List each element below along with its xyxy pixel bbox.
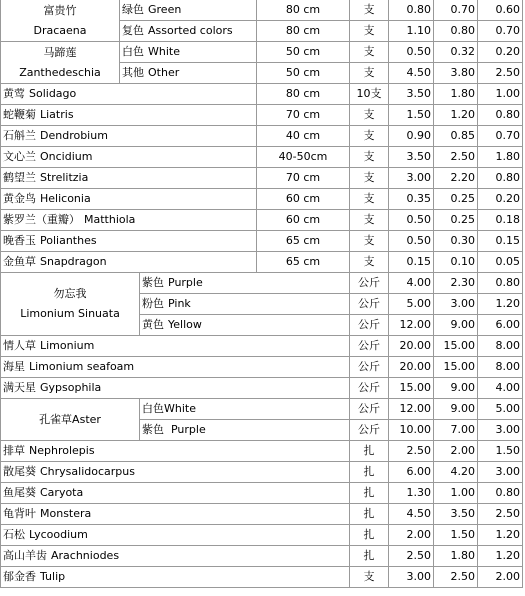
- name-en: Limonium: [40, 339, 95, 352]
- name-cn: 紫色: [142, 276, 164, 289]
- item-name-cell: [1, 567, 350, 588]
- unit-cell: 支: [350, 168, 389, 189]
- name-cn: 紫罗兰（重瓣）: [3, 213, 80, 226]
- name-en: Arachniodes: [51, 549, 120, 562]
- price-3: 2.00: [478, 567, 523, 588]
- unit-cell: 扎: [350, 546, 389, 567]
- price-1: 3.50: [389, 147, 434, 168]
- table-row: [1, 252, 523, 273]
- name-en: Pink: [168, 297, 191, 310]
- price-2: 15.00: [434, 336, 478, 357]
- item-name-cell: [1, 252, 257, 273]
- table-row: [1, 84, 523, 105]
- price-2: 0.85: [434, 126, 478, 147]
- table-row: [1, 189, 523, 210]
- name-en: Gypsophila: [40, 381, 102, 394]
- unit-cell: 支: [350, 189, 389, 210]
- price-1: 2.50: [389, 546, 434, 567]
- price-3: 1.00: [478, 84, 523, 105]
- price-1: 0.15: [389, 252, 434, 273]
- name-cn: 绿色: [122, 3, 144, 16]
- unit-cell: 支: [350, 210, 389, 231]
- price-1: 0.35: [389, 189, 434, 210]
- name-en: Solidago: [29, 87, 77, 100]
- price-3: 0.60: [478, 0, 523, 21]
- price-1: 10.00: [389, 420, 434, 441]
- item-name-cell: [1, 462, 350, 483]
- price-1: 12.00: [389, 315, 434, 336]
- price-1: 0.90: [389, 126, 434, 147]
- unit-cell: 支: [350, 147, 389, 168]
- table-row: [1, 147, 523, 168]
- price-3: 0.18: [478, 210, 523, 231]
- price-1: 20.00: [389, 336, 434, 357]
- unit-cell: 公斤: [350, 378, 389, 399]
- group-name-en: Dracaena: [33, 23, 87, 37]
- price-3: 6.00: [478, 315, 523, 336]
- price-2: 4.20: [434, 462, 478, 483]
- table-row: [1, 273, 523, 294]
- price-3: 0.70: [478, 21, 523, 42]
- name-en: Assorted colors: [148, 24, 233, 37]
- group-name-cn: 马蹄莲: [43, 45, 77, 59]
- price-2: 3.50: [434, 504, 478, 525]
- name-cn: 高山羊齿: [3, 549, 47, 562]
- price-1: 0.50: [389, 210, 434, 231]
- price-1: 15.00: [389, 378, 434, 399]
- table-row: [1, 42, 523, 63]
- name-en: Dendrobium: [40, 129, 108, 142]
- price-2: 9.00: [434, 378, 478, 399]
- table-row: [1, 462, 523, 483]
- price-1: 0.80: [389, 0, 434, 21]
- price-2: 2.50: [434, 567, 478, 588]
- price-2: 0.30: [434, 231, 478, 252]
- name-en: Oncidium: [40, 150, 93, 163]
- table-row: [1, 483, 523, 504]
- price-3: 0.80: [478, 273, 523, 294]
- item-name-cell: [1, 231, 257, 252]
- name-en: Lycoodium: [29, 528, 88, 541]
- group-name-cn: 孔雀草Aster: [39, 412, 101, 426]
- item-name-cell: [1, 210, 257, 231]
- table-row: [1, 357, 523, 378]
- item-name-cell: [1, 441, 350, 462]
- unit-cell: 扎: [350, 504, 389, 525]
- variant-cell: [120, 0, 257, 21]
- table-row: [1, 168, 523, 189]
- unit-cell: 支: [350, 105, 389, 126]
- price-3: 2.50: [478, 63, 523, 84]
- table-row: [1, 210, 523, 231]
- price-2: 3.00: [434, 294, 478, 315]
- price-3: 0.70: [478, 126, 523, 147]
- item-name-cell: [1, 168, 257, 189]
- price-1: 0.50: [389, 231, 434, 252]
- unit-cell: 支: [350, 567, 389, 588]
- size-cell: 80 cm: [257, 84, 350, 105]
- group-cell: [1, 399, 140, 441]
- price-3: 0.15: [478, 231, 523, 252]
- price-1: 0.50: [389, 42, 434, 63]
- size-cell: 60 cm: [257, 210, 350, 231]
- price-3: 5.00: [478, 399, 523, 420]
- price-3: 4.00: [478, 378, 523, 399]
- size-cell: 80 cm: [257, 0, 350, 21]
- unit-cell: 支: [350, 252, 389, 273]
- price-1: 4.50: [389, 504, 434, 525]
- price-1: 1.50: [389, 105, 434, 126]
- price-2: 1.50: [434, 525, 478, 546]
- size-cell: 65 cm: [257, 252, 350, 273]
- name-en: Nephrolepis: [29, 444, 95, 457]
- name-cn: 鹤望兰: [3, 171, 36, 184]
- name-en: Heliconia: [40, 192, 91, 205]
- name-cn: 满天星: [3, 381, 36, 394]
- name-cn: 黄色: [142, 318, 164, 331]
- price-2: 1.20: [434, 105, 478, 126]
- name-cn: 黄金鸟: [3, 192, 36, 205]
- price-2: 2.30: [434, 273, 478, 294]
- unit-cell: 扎: [350, 483, 389, 504]
- unit-cell: 支: [350, 63, 389, 84]
- unit-cell: 公斤: [350, 357, 389, 378]
- variant-cell: [140, 294, 350, 315]
- size-cell: 60 cm: [257, 189, 350, 210]
- price-2: 9.00: [434, 315, 478, 336]
- table-row: [1, 441, 523, 462]
- name-en: Yellow: [168, 318, 202, 331]
- group-cell: [1, 273, 140, 336]
- price-1: 3.50: [389, 84, 434, 105]
- name-cn: 情人草: [3, 339, 36, 352]
- price-2: 0.32: [434, 42, 478, 63]
- price-1: 1.30: [389, 483, 434, 504]
- name-en: Other: [148, 66, 180, 79]
- variant-cell: [140, 315, 350, 336]
- table-row: [1, 126, 523, 147]
- name-cn: 其他: [122, 66, 144, 79]
- name-en: Purple: [168, 276, 203, 289]
- variant-cell: [120, 42, 257, 63]
- item-name-cell: [1, 525, 350, 546]
- name-en: Green: [148, 3, 182, 16]
- name-en: Limonium seafoam: [29, 360, 135, 373]
- price-2: 2.20: [434, 168, 478, 189]
- name-en: Liatris: [40, 108, 74, 121]
- name-cn: 黄莺: [3, 87, 25, 100]
- price-3: 2.50: [478, 504, 523, 525]
- name-cn: 龟背叶: [3, 507, 36, 520]
- price-2: 3.80: [434, 63, 478, 84]
- group-name-en: Zanthedeschia: [19, 65, 101, 79]
- price-1: 3.00: [389, 168, 434, 189]
- item-name-cell: [1, 147, 257, 168]
- name-cn: 文心兰: [3, 150, 36, 163]
- item-name-cell: [1, 378, 350, 399]
- unit-cell: 公斤: [350, 336, 389, 357]
- name-cn: 鱼尾葵: [3, 486, 36, 499]
- price-2: 0.80: [434, 21, 478, 42]
- unit-cell: 公斤: [350, 420, 389, 441]
- name-cn: 复色: [122, 24, 144, 37]
- name-cn: 金鱼草: [3, 255, 36, 268]
- table-row: [1, 231, 523, 252]
- price-2: 1.80: [434, 546, 478, 567]
- price-2: 15.00: [434, 357, 478, 378]
- price-2: 2.50: [434, 147, 478, 168]
- size-cell: 80 cm: [257, 21, 350, 42]
- name-en: Caryota: [40, 486, 84, 499]
- size-cell: 40 cm: [257, 126, 350, 147]
- unit-cell: 10支: [350, 84, 389, 105]
- item-name-cell: [1, 483, 350, 504]
- name-en: Strelitzia: [40, 171, 89, 184]
- unit-cell: 支: [350, 0, 389, 21]
- variant-cell: [140, 273, 350, 294]
- variant-cell: 白色White: [140, 399, 350, 420]
- name-en: Chrysalidocarpus: [40, 465, 135, 478]
- price-2: 7.00: [434, 420, 478, 441]
- unit-cell: 扎: [350, 441, 389, 462]
- unit-cell: 支: [350, 231, 389, 252]
- price-2: 0.70: [434, 0, 478, 21]
- item-name-cell: [1, 84, 257, 105]
- table-row: [1, 504, 523, 525]
- price-1: 1.10: [389, 21, 434, 42]
- price-3: 0.20: [478, 42, 523, 63]
- price-3: 1.20: [478, 294, 523, 315]
- price-1: 2.50: [389, 441, 434, 462]
- name-cn: 石斛兰: [3, 129, 36, 142]
- name-cn: 白色: [122, 45, 144, 58]
- item-name-cell: [1, 189, 257, 210]
- item-name-cell: [1, 126, 257, 147]
- price-1: 5.00: [389, 294, 434, 315]
- price-3: 1.50: [478, 441, 523, 462]
- name-cn: 散尾葵: [3, 465, 36, 478]
- price-2: 9.00: [434, 399, 478, 420]
- item-name-cell: [1, 357, 350, 378]
- size-cell: 65 cm: [257, 231, 350, 252]
- item-name-cell: [1, 336, 350, 357]
- price-3: 0.80: [478, 168, 523, 189]
- table-row: [1, 336, 523, 357]
- price-2: 0.10: [434, 252, 478, 273]
- price-3: 3.00: [478, 462, 523, 483]
- name-cn: 排草: [3, 444, 25, 457]
- size-cell: 70 cm: [257, 105, 350, 126]
- price-1: 4.00: [389, 273, 434, 294]
- unit-cell: 公斤: [350, 315, 389, 336]
- unit-cell: 扎: [350, 462, 389, 483]
- price-3: 1.20: [478, 525, 523, 546]
- name-en: Polianthes: [40, 234, 97, 247]
- name-cn: 晚香玉: [3, 234, 36, 247]
- size-cell: 50 cm: [257, 42, 350, 63]
- table-row: [1, 567, 523, 588]
- table-row: [1, 378, 523, 399]
- name-cn: 石松: [3, 528, 25, 541]
- unit-cell: 支: [350, 21, 389, 42]
- price-3: 1.20: [478, 546, 523, 567]
- unit-cell: 支: [350, 42, 389, 63]
- group-name-cn: 勿忘我: [53, 287, 87, 300]
- group-cell: [1, 0, 120, 42]
- price-3: 0.80: [478, 483, 523, 504]
- table-row: [1, 0, 523, 21]
- name-cn: 粉色: [142, 297, 164, 310]
- variant-cell: 紫色 Purple: [140, 420, 350, 441]
- price-3: 0.80: [478, 105, 523, 126]
- price-1: 3.00: [389, 567, 434, 588]
- size-cell: 50 cm: [257, 63, 350, 84]
- price-2: 1.00: [434, 483, 478, 504]
- name-en: Monstera: [40, 507, 92, 520]
- table-row: [1, 105, 523, 126]
- price-1: 4.50: [389, 63, 434, 84]
- price-3: 8.00: [478, 357, 523, 378]
- price-3: 3.00: [478, 420, 523, 441]
- variant-cell: [120, 21, 257, 42]
- price-2: 1.80: [434, 84, 478, 105]
- price-3: 0.20: [478, 189, 523, 210]
- unit-cell: 支: [350, 126, 389, 147]
- unit-cell: 扎: [350, 525, 389, 546]
- unit-cell: 公斤: [350, 273, 389, 294]
- group-cell: [1, 42, 120, 84]
- name-cn: 郁金香: [3, 570, 36, 583]
- name-en: White: [148, 45, 180, 58]
- size-cell: 70 cm: [257, 168, 350, 189]
- variant-cell: [120, 63, 257, 84]
- unit-cell: 公斤: [350, 399, 389, 420]
- group-name-cn: 富贵竹: [43, 3, 77, 17]
- size-cell: 40-50cm: [257, 147, 350, 168]
- name-cn: 蛇鞭菊: [3, 108, 36, 121]
- price-2: 0.25: [434, 210, 478, 231]
- price-3: 0.05: [478, 252, 523, 273]
- name-en: Matthiola: [84, 213, 136, 226]
- price-1: 12.00: [389, 399, 434, 420]
- item-name-cell: [1, 546, 350, 567]
- table-row: [1, 546, 523, 567]
- unit-cell: 公斤: [350, 294, 389, 315]
- name-en: Snapdragon: [40, 255, 107, 268]
- table-row: [1, 525, 523, 546]
- price-2: 2.00: [434, 441, 478, 462]
- price-1: 20.00: [389, 357, 434, 378]
- group-name-en: Limonium Sinuata: [20, 307, 120, 320]
- item-name-cell: [1, 105, 257, 126]
- price-1: 2.00: [389, 525, 434, 546]
- name-en: Tulip: [40, 570, 66, 583]
- table-row: [1, 399, 523, 420]
- item-name-cell: [1, 504, 350, 525]
- price-3: 1.80: [478, 147, 523, 168]
- price-3: 8.00: [478, 336, 523, 357]
- price-2: 0.25: [434, 189, 478, 210]
- price-1: 6.00: [389, 462, 434, 483]
- name-cn: 海星: [3, 360, 25, 373]
